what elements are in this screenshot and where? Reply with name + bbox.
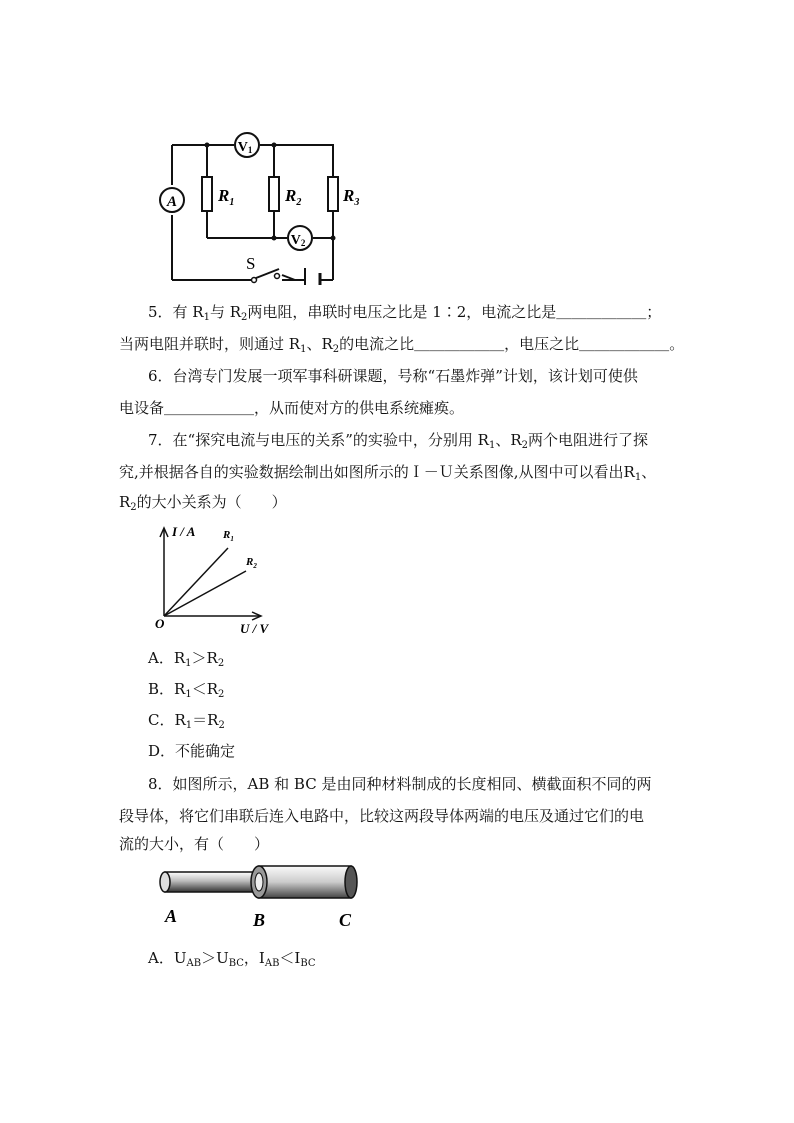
q7-line1: 7．在“探究电流与电压的关系”的实验中，分别用 $R_1$、$R_2$两个电阻进行了探: [148, 431, 649, 451]
v2-label: V: [290, 233, 301, 248]
q7-line2: 究,并根据各自的实验数据绘制出如图所示的Ｉ－Ｕ关系图像,从图中可以看出$R_1$、: [119, 463, 657, 483]
conductor-bc: [259, 866, 351, 898]
svg-text:V2: V2: [290, 233, 306, 248]
line-r2: [164, 571, 246, 616]
resistor-r2: [269, 177, 279, 211]
origin-label: O: [155, 616, 165, 631]
point-b-label: B: [253, 910, 266, 930]
circuit-diagram: [150, 125, 380, 285]
svg-text:R1: $R_1$: [223, 529, 234, 543]
q8-option-a[interactable]: A．$U_{AB}>U_{BC}$，$I_{AB}<I_{BC}$: [148, 949, 316, 969]
q8-line1: 8．如图所示，AB 和 BC 是由同种材料制成的长度相同、横截面积不同的两: [148, 775, 652, 793]
iu-graph: [148, 520, 278, 640]
graph-r2-label: R: [246, 556, 254, 568]
r1-label: R: [218, 186, 230, 205]
svg-text:R3: $R_3$: [343, 186, 360, 208]
svg-text:R2: $R_2$: [246, 556, 257, 570]
q5-blank-3: ＿＿＿＿＿＿: [579, 335, 670, 353]
svg-text:V1: V1: [237, 140, 253, 155]
conductor-ab: [165, 872, 265, 892]
q7-option-a[interactable]: A．$R_1>R_2$: [148, 649, 225, 669]
svg-text:R1: $R_1$: [218, 186, 235, 208]
line-r1: [164, 548, 228, 616]
ammeter-label: A: [166, 194, 178, 210]
switch-label: S: [246, 254, 256, 273]
v1-label: V: [237, 140, 248, 155]
q6-line1: 6．台湾专门发展一项军事科研课题，号称“石墨炸弹”计划，该计划可使供: [148, 367, 638, 385]
q7-option-d[interactable]: D．不能确定: [148, 742, 236, 760]
q5-blank-2: ＿＿＿＿＿＿: [414, 335, 505, 353]
resistor-r1: [202, 177, 212, 211]
point-a-label: A: [165, 906, 178, 926]
y-axis-label: I / A: [172, 524, 196, 539]
q5-line2: 当两电阻并联时，则通过 $R_1$、$R_2$的电流之比＿＿＿＿＿＿，电压之比＿＿＿＿＿＿。: [119, 335, 685, 355]
x-axis-label: U / V: [240, 621, 269, 636]
r2-label: R: [285, 186, 297, 205]
q7-line3: $R_2$的大小关系为（ ）: [119, 493, 287, 513]
r3-label: R: [343, 186, 355, 205]
q5-line1: 5．有 $R_1$与 $R_2$两电阻，串联时电压之比是 1∶2，电流之比是＿＿＿＿＿＿；: [148, 303, 662, 323]
q6-blank: ＿＿＿＿＿＿: [164, 399, 255, 417]
q5-blank-1: ＿＿＿＿＿＿: [556, 303, 647, 321]
resistor-r3: [328, 177, 338, 211]
graph-r1-label: R: [223, 529, 231, 541]
q8-line3: 流的大小，有（ ）: [119, 835, 270, 853]
svg-text:R2: $R_2$: [285, 186, 302, 208]
q7-option-c[interactable]: C．$R_1=R_2$: [148, 711, 225, 731]
q6-line2: 电设备＿＿＿＿＿＿，从而使对方的供电系统瘫痪。: [119, 399, 465, 417]
point-c-label: C: [339, 910, 352, 930]
switch-icon: [252, 278, 257, 283]
q7-option-b[interactable]: B．$R_1<R_2$: [148, 680, 225, 700]
conductor-figure: [155, 862, 365, 934]
q8-line2: 段导体，将它们串联后连入电路中，比较这两段导体两端的电压及通过它们的电: [119, 807, 645, 825]
